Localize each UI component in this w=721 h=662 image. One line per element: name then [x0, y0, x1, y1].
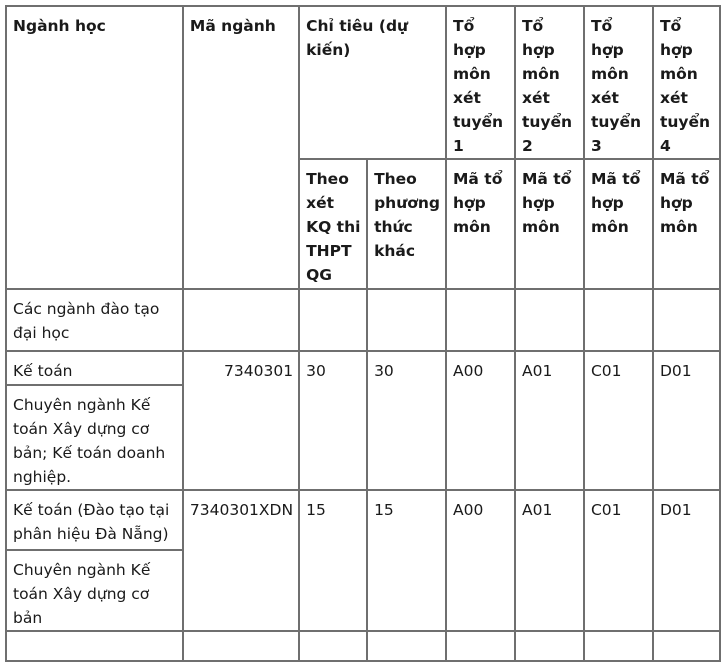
- header-quota-other: Theo phương thức khác: [367, 159, 446, 289]
- combo-1-value: A00: [446, 351, 515, 490]
- header-combo-code-2: Mã tổ hợp môn: [515, 159, 584, 289]
- empty-cell: [183, 631, 299, 661]
- header-combo-code-4: Mã tổ hợp môn: [653, 159, 720, 289]
- header-major: Ngành học: [6, 6, 183, 289]
- empty-cell: [653, 289, 720, 351]
- quota-exam-value: 30: [299, 351, 367, 490]
- quota-exam-value: 15: [299, 490, 367, 631]
- major-code: 7340301XDN: [183, 490, 299, 631]
- combo-4-value: D01: [653, 351, 720, 490]
- empty-cell: [183, 289, 299, 351]
- empty-cell: [584, 289, 653, 351]
- major-name: Kế toán: [6, 351, 183, 385]
- empty-cell: [515, 631, 584, 661]
- empty-cell: [299, 289, 367, 351]
- header-combo-3: Tổ hợp môn xét tuyển 3: [584, 6, 653, 159]
- combo-2-value: A01: [515, 490, 584, 631]
- table-row: [6, 351, 720, 385]
- header-code: Mã ngành: [183, 6, 299, 289]
- header-combo-code-1: Mã tổ hợp môn: [446, 159, 515, 289]
- empty-cell: [653, 631, 720, 661]
- header-row-top: [6, 6, 720, 159]
- empty-cell: [446, 631, 515, 661]
- empty-cell: [446, 289, 515, 351]
- empty-cell: [367, 631, 446, 661]
- empty-cell: [367, 289, 446, 351]
- header-combo-code-3: Mã tổ hợp môn: [584, 159, 653, 289]
- combo-4-value: D01: [653, 490, 720, 631]
- specialization: Chuyên ngành Kế toán Xây dựng cơ bản; Kế toán doanh nghiệp.: [6, 385, 183, 490]
- section-row: [6, 289, 720, 351]
- quota-other-value: 15: [367, 490, 446, 631]
- specialization: Chuyên ngành Kế toán Xây dựng cơ bản: [6, 550, 183, 631]
- combo-3-value: C01: [584, 490, 653, 631]
- combo-1-value: A00: [446, 490, 515, 631]
- combo-2-value: A01: [515, 351, 584, 490]
- table-row: [6, 490, 720, 550]
- combo-3-value: C01: [584, 351, 653, 490]
- empty-cell: [584, 631, 653, 661]
- table-row-partial: [6, 631, 720, 661]
- header-combo-2: Tổ hợp môn xét tuyển 2: [515, 6, 584, 159]
- empty-cell: [6, 631, 183, 661]
- major-code: 7340301: [183, 351, 299, 490]
- header-quota: Chỉ tiêu (dự kiến): [299, 6, 446, 159]
- header-quota-exam: Theo xét KQ thi THPT QG: [299, 159, 367, 289]
- quota-other-value: 30: [367, 351, 446, 490]
- header-combo-1: Tổ hợp môn xét tuyển 1: [446, 6, 515, 159]
- empty-cell: [515, 289, 584, 351]
- empty-cell: [299, 631, 367, 661]
- admissions-table: [5, 5, 721, 662]
- major-name: Kế toán (Đào tạo tại phân hiệu Đà Nẵng): [6, 490, 183, 550]
- header-combo-4: Tổ hợp môn xét tuyển 4: [653, 6, 720, 159]
- section-label: Các ngành đào tạo đại học: [6, 289, 183, 351]
